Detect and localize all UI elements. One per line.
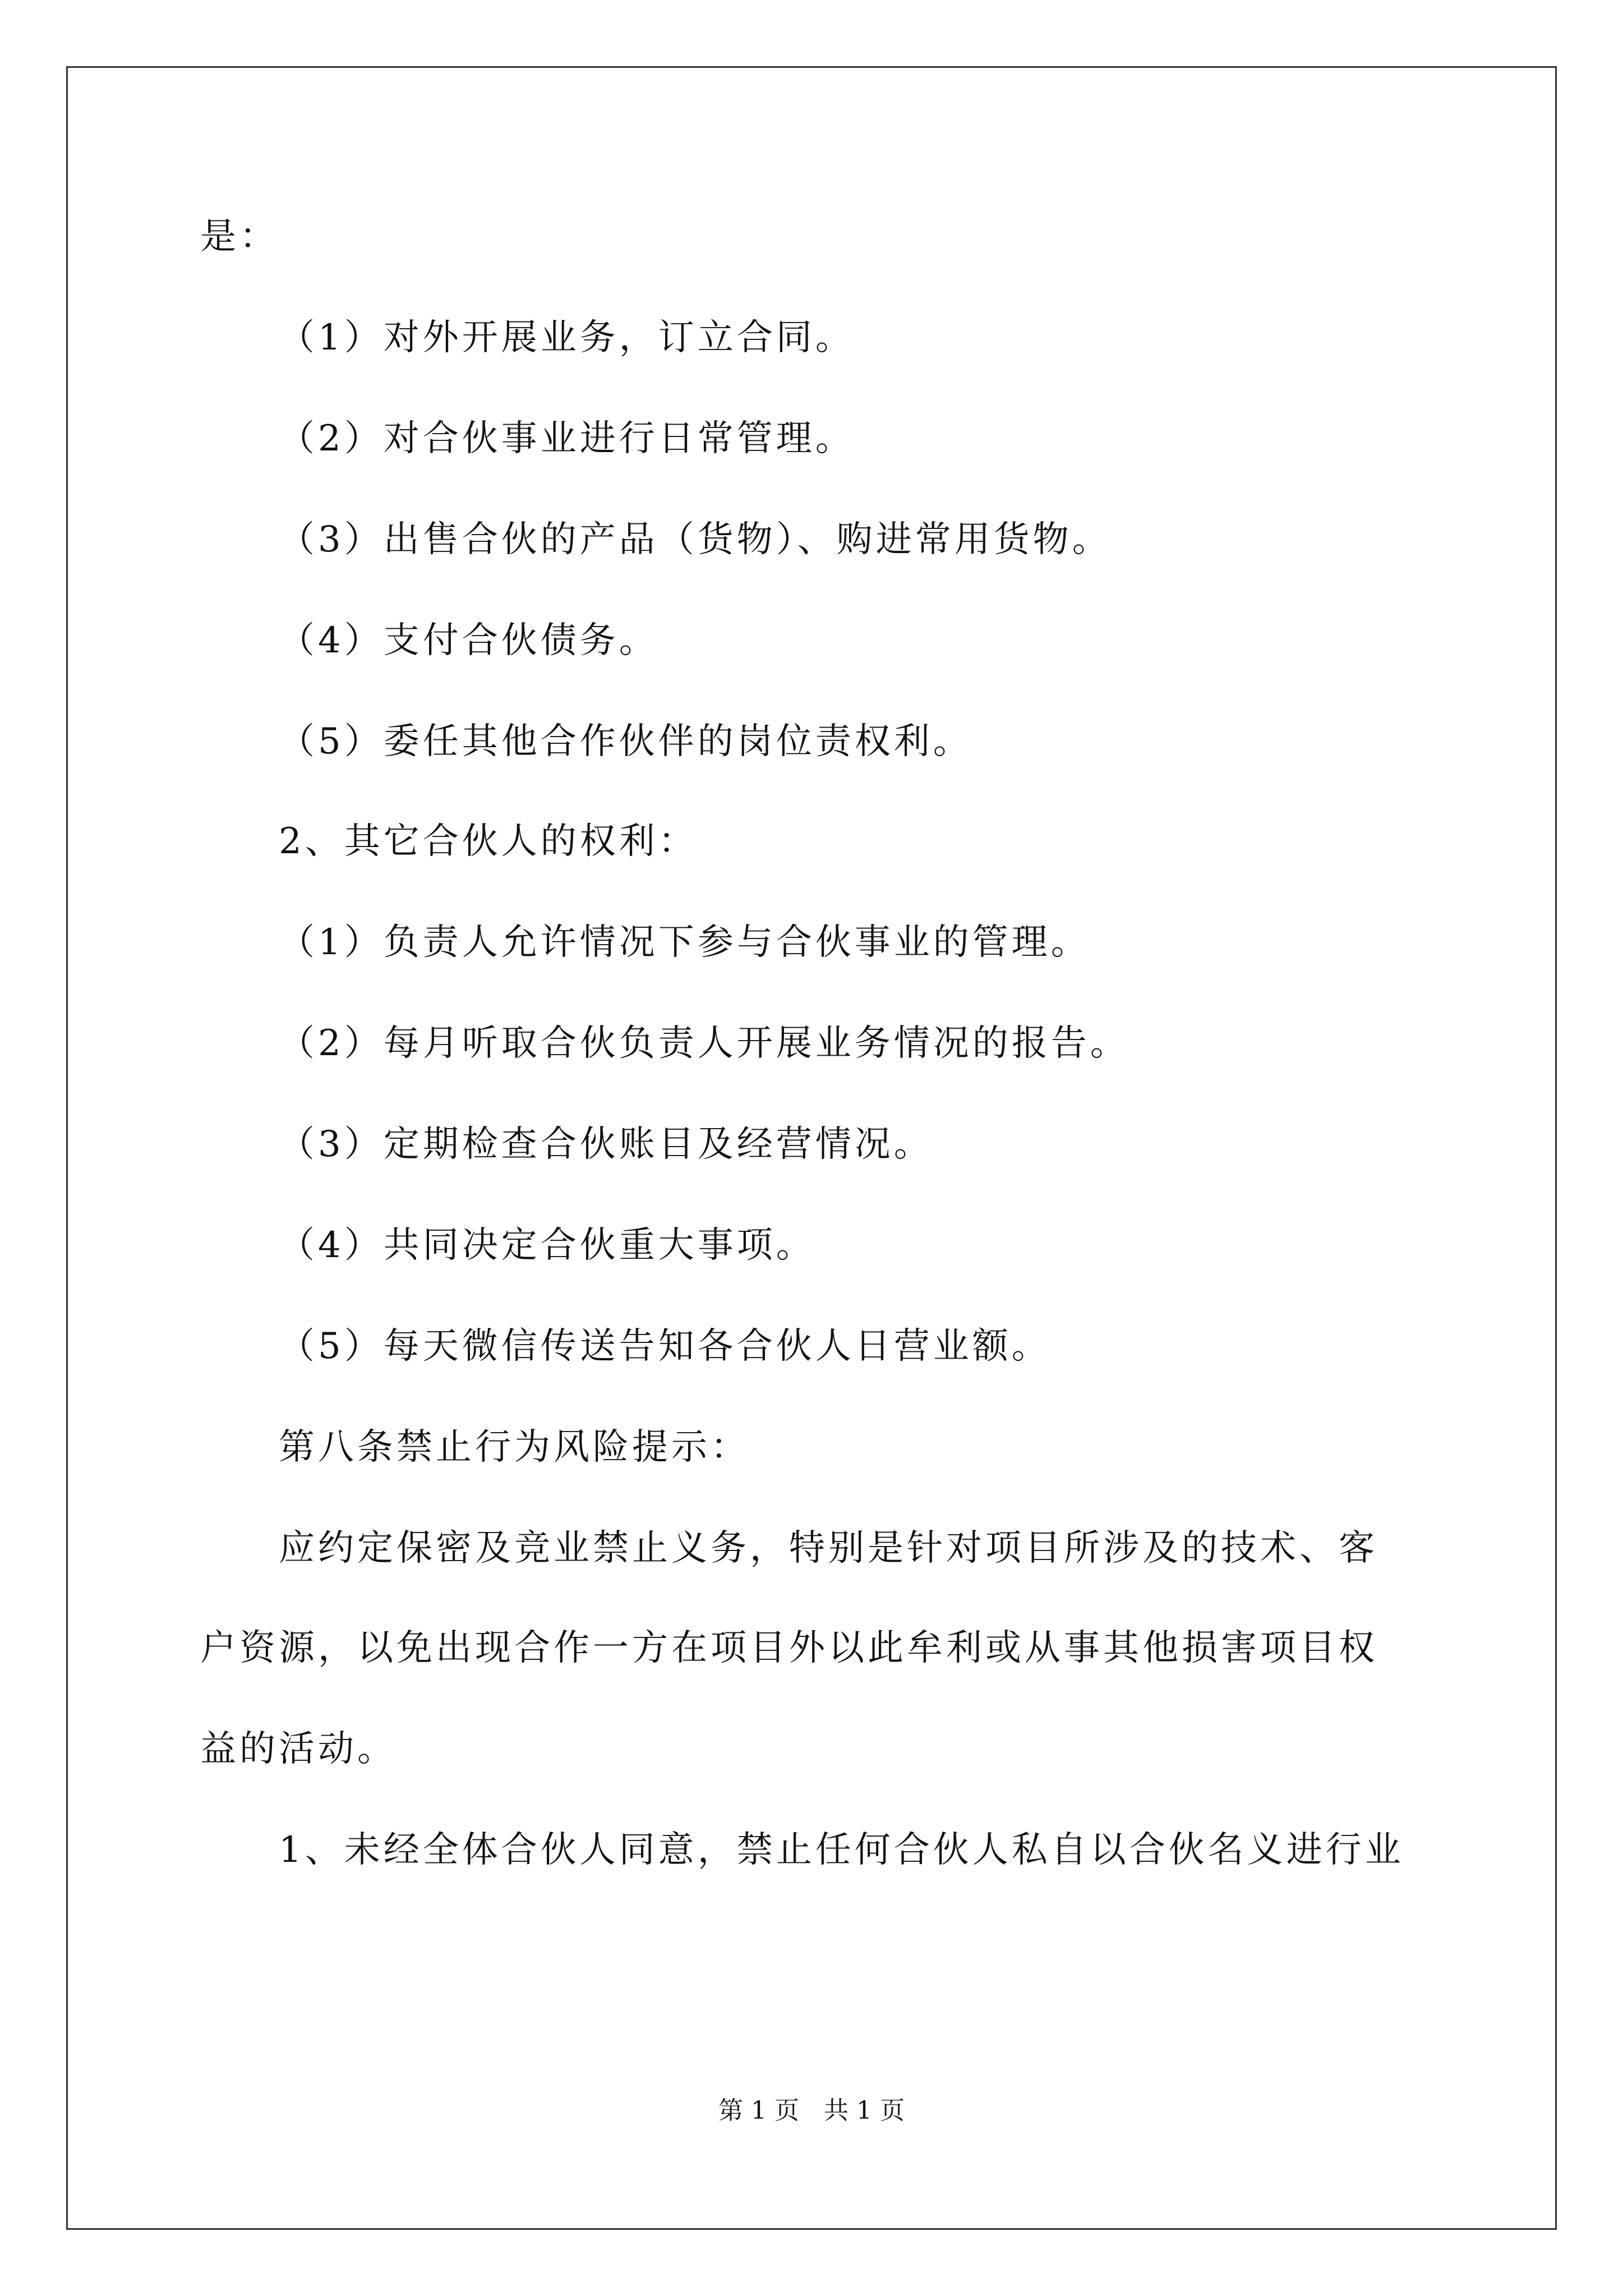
list-item: （3）定期检查合伙账目及经营情况。 [279,1124,933,1165]
text-line: 是： [200,216,279,257]
list-item: （4）共同决定合伙重大事项。 [279,1225,815,1266]
paragraph-line: 应约定保密及竞业禁止义务，特别是针对项目所涉及的技术、客 [279,1527,1378,1569]
article-heading: 第八条禁止行为风险提示： [279,1427,750,1468]
section-heading: 2、其它合伙人的权利： [279,821,698,862]
list-item: （5）委任其他合作伙伴的岗位责权利。 [279,721,972,762]
list-item: （2）对合伙事业进行日常管理。 [279,418,855,459]
list-item: （4）支付合伙债务。 [279,620,658,661]
list-item: （1）负责人允许情况下参与合伙事业的管理。 [279,922,1090,963]
list-item: （2）每月听取合伙负责人开展业务情况的报告。 [279,1023,1129,1064]
list-item: （1）对外开展业务，订立合同。 [279,317,855,358]
paragraph-line: 户资源，以免出现合作一方在项目外以此牟利或从事其他损害项目权 [200,1627,1378,1669]
paragraph-line: 1、未经全体合伙人同意，禁止任何合伙人私自以合伙名义进行业 [279,1829,1404,1871]
list-item: （5）每天微信传送告知各合伙人日营业额。 [279,1326,1051,1367]
paragraph-line: 益的活动。 [200,1728,396,1770]
page-number: 第 1 页 共 1 页 [718,2096,905,2125]
list-item: （3）出售合伙的产品（货物）、购进常用货物。 [279,519,1112,560]
